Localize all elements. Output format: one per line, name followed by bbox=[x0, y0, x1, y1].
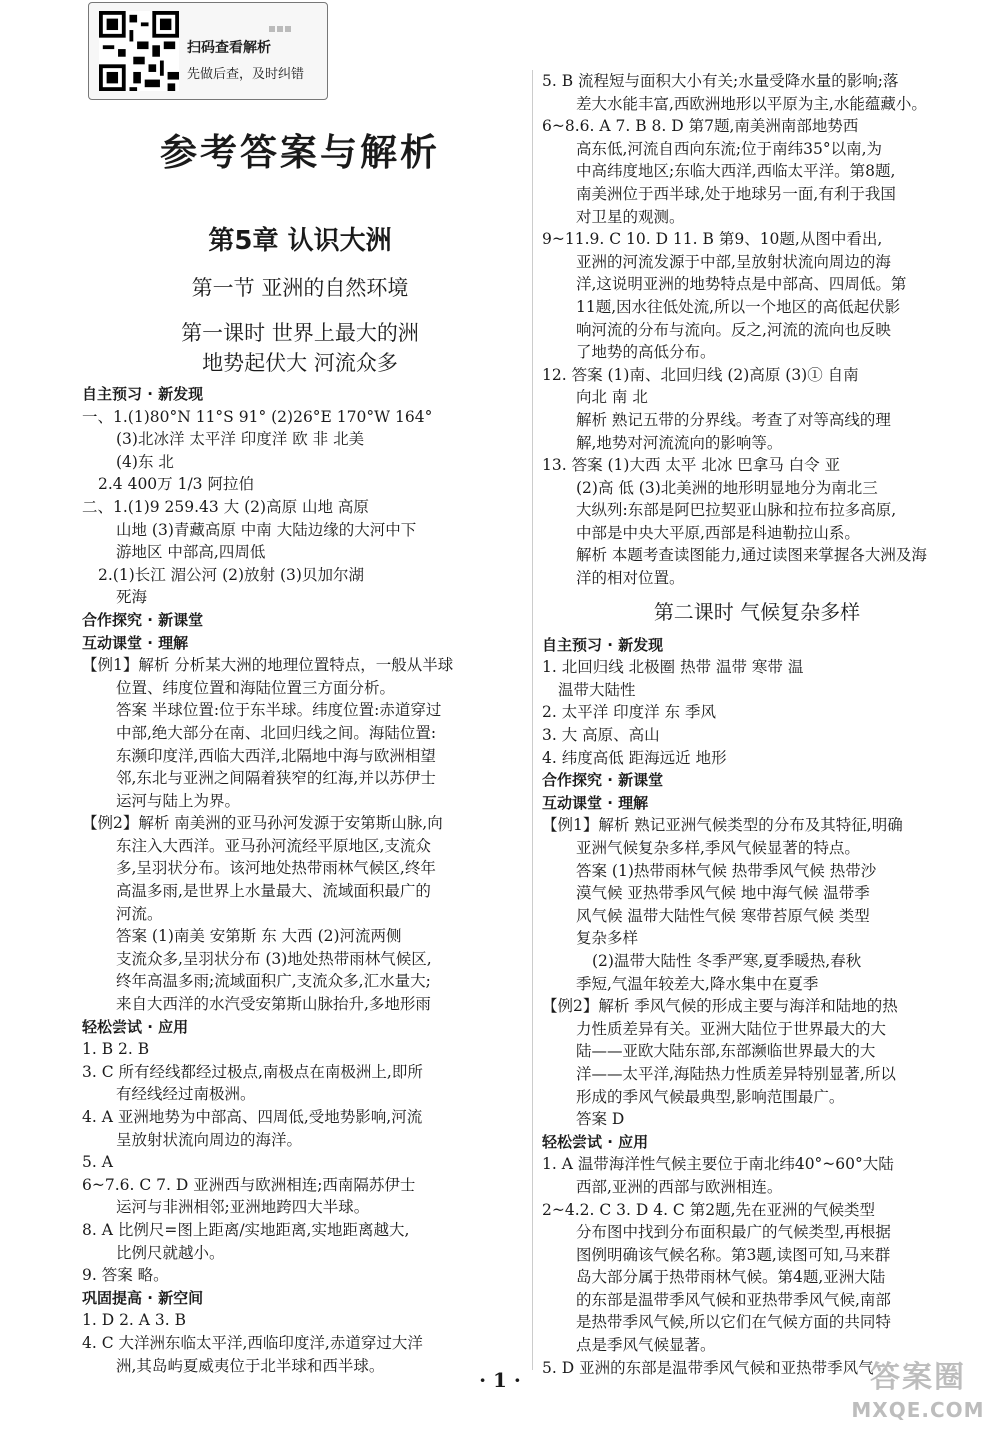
answer-line: 3. C 所有经线都经过极点,南极点在南极洲上,即所 bbox=[82, 1062, 423, 1081]
answer-line: 1. D 2. A 3. B bbox=[82, 1311, 187, 1330]
answer-line: (2)高 低 (3)北美洲的地形明显地分为南北三 bbox=[576, 478, 878, 497]
page-title: 参考答案与解析 bbox=[160, 131, 440, 174]
answer-line: 风气候 温带大陆性气候 寒带苔原气候 类型 bbox=[576, 906, 870, 925]
answer-line: 洋——太平洋,海陆热力性质差异特别显著,所以 bbox=[576, 1064, 896, 1083]
scan-sub-label: 先做后查，及时纠错 bbox=[187, 67, 305, 82]
answer-line: 二、1.(1)9 259.43 大 (2)高原 山地 高原 bbox=[82, 497, 369, 516]
answer-line: 邻,东北与亚洲之间隔着狭窄的红海,并以苏伊士 bbox=[116, 769, 436, 788]
answer-line: 比例尺就越小。 bbox=[116, 1243, 225, 1262]
answer-line: 一、1.(1)80°N 11°S 91° (2)26°E 170°W 164° bbox=[82, 407, 433, 426]
answer-line: 南美洲位于西半球,处于地球另一面,有利于我国 bbox=[576, 184, 896, 203]
scan-label: 扫码查看解析 bbox=[187, 40, 271, 56]
answer-line: 亚洲气候复杂多样,季风气候显著的特点。 bbox=[576, 839, 860, 857]
answer-line: 向北 南 北 bbox=[576, 388, 648, 407]
answer-line: 1. B 2. B bbox=[82, 1040, 150, 1059]
answer-line: 温带大陆性 bbox=[558, 680, 636, 699]
answer-line: 漠气候 亚热带季风气候 地中海气候 温带季 bbox=[576, 884, 870, 903]
answer-line: 解析 本题考查读图能力,通过读图来掌握各大洲及海 bbox=[576, 546, 927, 565]
chapter-heading: 第5章 认识大洲 bbox=[208, 226, 392, 256]
answer-line: 9~11.9. C 10. D 11. B 第9、10题,从图中看出, bbox=[542, 230, 883, 249]
answer-line: 复杂多样 bbox=[576, 929, 639, 948]
subsection-heading: 合作探究 · 新课堂 bbox=[82, 610, 204, 629]
answer-line: 运河与非洲相邻;亚洲地跨四大半球。 bbox=[116, 1198, 370, 1217]
subsection-heading: 轻松尝试 · 应用 bbox=[542, 1132, 649, 1151]
answer-line: 【例2】解析 季风气候的形成主要与海洋和陆地的热 bbox=[542, 997, 898, 1016]
answer-line: 5. B 流程短与面积大小有关;水量受降水量的影响;落 bbox=[542, 72, 899, 90]
answer-line: 答案 D bbox=[576, 1110, 625, 1129]
answer-line: 支流众多,呈羽状分布 (3)地处热带雨林气候区, bbox=[116, 949, 432, 968]
subsection-heading: 自主预习 · 新发现 bbox=[82, 385, 204, 403]
answer-line: 分布图中找到分布面积最广的气候类型,再根据 bbox=[576, 1223, 891, 1242]
subsection-heading: 自主预习 · 新发现 bbox=[542, 635, 664, 654]
answer-line: 游地区 中部高,四周低 bbox=[116, 543, 266, 562]
lesson-heading-line1: 第一课时 世界上最大的洲 bbox=[181, 321, 419, 345]
answer-line: 答案 半球位置:位于东半球。纬度位置:赤道穿过 bbox=[116, 701, 442, 720]
answer-line: 答案 (1)南美 安第斯 东 大西 (2)河流两侧 bbox=[116, 927, 402, 946]
answer-line: 差大水能丰富,西欧洲地形以平原为主,水能蕴藏小。 bbox=[576, 94, 927, 113]
answer-line: 2~4.2. C 3. D 4. C 第2题,先在亚洲的气候类型 bbox=[542, 1200, 876, 1219]
answer-line: 1. A 温带海洋性气候主要位于南北纬40°~60°大陆 bbox=[542, 1155, 894, 1174]
answer-line: 中部是中央大平原,西部是科迪勒拉山系。 bbox=[576, 523, 860, 542]
brand-logo-icon bbox=[269, 17, 297, 25]
answer-line: 13. 答案 (1)大西 太平 北冰 巴拿马 白令 亚 bbox=[542, 456, 841, 475]
subsection-heading: 合作探究 · 新课堂 bbox=[542, 771, 664, 790]
watermark-top-text: 答案圈 bbox=[870, 1360, 966, 1395]
lesson-heading-line2: 地势起伏大 河流众多 bbox=[202, 351, 398, 375]
answer-line: 岛大部分属于热带雨林气候。第4题,亚洲大陆 bbox=[576, 1268, 886, 1287]
column-divider bbox=[532, 70, 533, 1370]
answer-line: 多,呈羽状分布。该河地处热带雨林气候区,终年 bbox=[116, 859, 436, 878]
answer-line: 5. D 亚洲的东部是温带季风气候和亚热带季风气 bbox=[542, 1358, 874, 1377]
answer-line: 4. C 大洋洲东临太平洋,西临印度洋,赤道穿过大洋 bbox=[82, 1333, 423, 1352]
answer-line: 形成的季风气候最典型,影响范围最广。 bbox=[576, 1087, 845, 1106]
answer-line: 死海 bbox=[116, 588, 148, 607]
answer-line: 西部,亚洲的西部与欧洲相连。 bbox=[576, 1177, 783, 1196]
answer-line: 2.(1)长江 湄公河 (2)放射 (3)贝加尔湖 bbox=[98, 565, 364, 584]
answer-line: 点是季风气候显著。 bbox=[576, 1336, 716, 1355]
lesson2-heading: 第二课时 气候复杂多样 bbox=[653, 599, 861, 624]
answer-line: 图例明确该气候名称。第3题,读图可知,马来群 bbox=[576, 1245, 891, 1264]
answer-line: 中高纬度地区;东临大西洋,西临太平洋。第8题, bbox=[576, 162, 896, 181]
answer-line: 力性质差异有关。亚洲大陆位于世界最大的大 bbox=[576, 1019, 887, 1038]
answer-line: 响河流的分布与流向。反之,河流的流向也反映 bbox=[576, 320, 891, 339]
answer-line: 6~8.6. A 7. B 8. D 第7题,南美洲南部地势西 bbox=[542, 117, 859, 136]
answer-line: 大纵列:东部是阿巴拉契亚山脉和拉布拉多高原, bbox=[576, 501, 897, 520]
subsection-heading: 轻松尝试 · 应用 bbox=[82, 1017, 189, 1036]
answer-line: 了地势的高低分布。 bbox=[576, 343, 716, 362]
answer-line: 2. 太平洋 印度洋 东 季风 bbox=[542, 703, 716, 722]
qr-code-icon[interactable] bbox=[99, 11, 179, 91]
subsection-heading: 互动课堂 · 理解 bbox=[82, 633, 189, 652]
watermark-logo bbox=[838, 1358, 998, 1434]
answer-line: 呈放射状流向周边的海洋。 bbox=[116, 1130, 303, 1149]
page-number: · 1 · bbox=[479, 1368, 521, 1392]
answer-line: 洋的相对位置。 bbox=[576, 569, 685, 588]
answer-line: 2.4 400万 1/3 阿拉伯 bbox=[98, 475, 254, 494]
answer-line: 【例1】解析 熟记亚洲气候类型的分布及其特征,明确 bbox=[542, 816, 903, 835]
answer-line: 位置、纬度位置和海陆位置三方面分析。 bbox=[116, 678, 396, 697]
answer-line: 答案 (1)热带雨林气候 热带季风气候 热带沙 bbox=[576, 861, 877, 880]
answer-line: 【例2】解析 南美洲的亚马孙河发源于安第斯山脉,向 bbox=[82, 814, 443, 833]
answer-line: 的东部是温带季风气候和亚热带季风气候,南部 bbox=[576, 1290, 891, 1309]
answer-line: 陆——亚欧大陆东部,东部濒临世界最大的大 bbox=[576, 1042, 876, 1061]
answer-line: (4)东 北 bbox=[116, 452, 174, 471]
answer-line: 1. 北回归线 北极圈 热带 温带 寒带 温 bbox=[542, 658, 804, 677]
answer-line: 山地 (3)青藏高原 中南 大陆边缘的大河中下 bbox=[116, 520, 417, 539]
answer-line: 有经线经过南极洲。 bbox=[116, 1085, 256, 1104]
answer-line: 运河与陆上为界。 bbox=[116, 791, 241, 810]
answer-line: 5. A bbox=[82, 1153, 113, 1172]
subsection-heading: 互动课堂 · 理解 bbox=[542, 793, 649, 812]
section-heading: 第一节 亚洲的自然环境 bbox=[191, 276, 409, 300]
right-column-part-a bbox=[542, 70, 972, 590]
lesson-heading bbox=[80, 318, 520, 378]
answer-line: 洲,其岛屿夏威夷位于北半球和西半球。 bbox=[116, 1356, 385, 1375]
answer-line: 解,地势对河流流向的影响等。 bbox=[576, 433, 783, 452]
watermark-bottom-text: MXQE.COM bbox=[851, 1398, 985, 1422]
answer-line: 东濒印度洋,西临大西洋,北隔地中海与欧洲相望 bbox=[116, 746, 436, 765]
answer-line: 【例1】解析 分析某大洲的地理位置特点，一般从半球 bbox=[82, 656, 454, 675]
answer-line: 9. 答案 略。 bbox=[82, 1266, 169, 1285]
subsection-heading: 巩固提高 · 新空间 bbox=[82, 1288, 204, 1307]
answer-line: 4. 纬度高低 距海远近 地形 bbox=[542, 748, 727, 767]
answer-line: 8. A 比例尺=图上距离/实地距离,实地距离越大, bbox=[82, 1220, 410, 1239]
answer-line: 对卫星的观测。 bbox=[576, 207, 685, 226]
answer-line: 来自大西洋的水汽受安第斯山脉抬升,多地形雨 bbox=[116, 995, 431, 1014]
answer-line: 中部,绝大部分在南、北回归线之间。海陆位置: bbox=[116, 723, 437, 742]
answer-line: 河流。 bbox=[116, 904, 163, 923]
right-column bbox=[542, 70, 972, 1379]
answer-line: 3. 大 高原、高山 bbox=[542, 726, 660, 745]
answer-line: 洋,这说明亚洲的地势特点是中部高、四周低。第 bbox=[576, 275, 907, 294]
answer-line: (2)温带大陆性 冬季严寒,夏季暖热,春秋 bbox=[592, 951, 862, 970]
qr-code-panel bbox=[88, 2, 328, 100]
answer-line: 11题,因水往低处流,所以一个地区的高低起伏影 bbox=[576, 297, 901, 316]
answer-line: 季短,气温年较差大,降水集中在夏季 bbox=[576, 974, 819, 993]
answer-line: (3)北冰洋 太平洋 印度洋 欧 非 北美 bbox=[116, 430, 365, 449]
answer-line: 6~7.6. C 7. D 亚洲西与欧洲相连;西南隔苏伊士 bbox=[82, 1175, 416, 1194]
answer-line: 12. 答案 (1)南、北回归线 (2)高原 (3)① 自南 bbox=[542, 365, 859, 384]
answer-line: 4. A 亚洲地势为中部高、四周低,受地势影响,河流 bbox=[82, 1108, 423, 1126]
answer-line: 亚洲的河流发源于中部,呈放射状流向周边的海 bbox=[576, 252, 891, 271]
answer-line: 高温多雨,是世界上水量最大、流域面积最广的 bbox=[116, 882, 431, 901]
answer-line: 解析 熟记五带的分界线。考查了对等高线的理 bbox=[576, 410, 891, 429]
answer-line: 终年高温多雨;流域面积广,支流众多,汇水量大; bbox=[116, 972, 431, 991]
left-column bbox=[82, 383, 522, 1377]
answer-line: 东注入大西洋。亚马孙河流经平原地区,支流众 bbox=[116, 836, 431, 855]
right-column-part-b bbox=[542, 634, 972, 1380]
answer-line: 是热带季风气候,所以它们在气候方面的共同特 bbox=[576, 1313, 891, 1332]
answer-line: 高东低,河流自西向东流;位于南纬35°以南,为 bbox=[576, 139, 883, 158]
